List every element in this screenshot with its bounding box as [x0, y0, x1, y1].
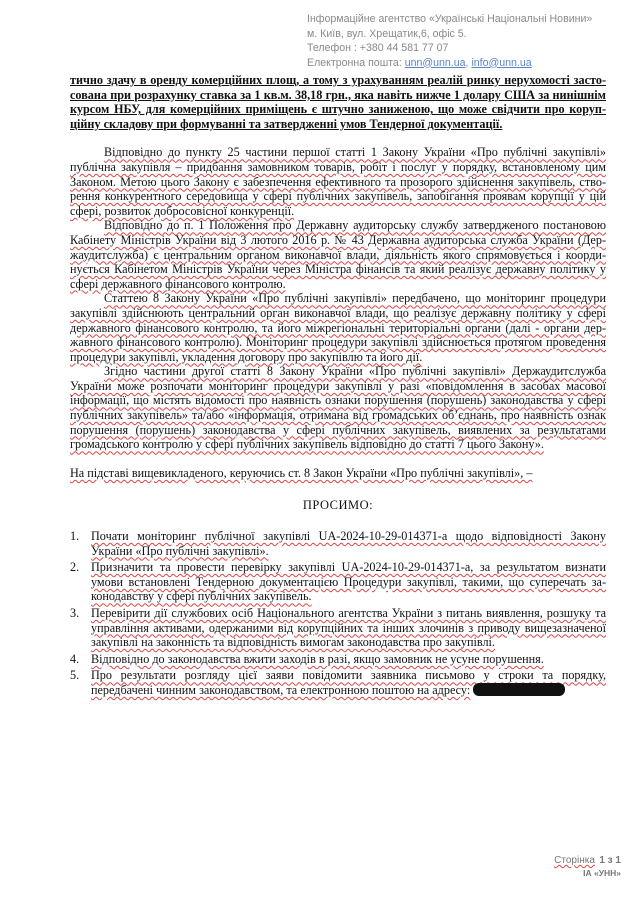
email-label: Електронна пошта: [307, 56, 405, 69]
request-heading: ПРОСИМО: [302, 498, 374, 513]
request-item [70, 560, 606, 604]
email-link-info[interactable]: info@unn.ua [471, 56, 532, 69]
request-item [70, 651, 606, 667]
request-number: 3. [70, 606, 80, 620]
page-footer [554, 850, 621, 878]
redacted-email [473, 683, 565, 696]
request-text: Відповідно до законодавства вжити заходів в разі, якщо замовник не усуне порушення. [91, 651, 544, 666]
paragraph-law-definition: Відповідно до пункту 25 частини першої статті 1 Закону України «Про публічні закупівлі» публічна закупівля – придбання замовником товарів, робіт і послуг у порядку, встановленому цим Законом. Метою цього Закону є забезпечення ефективного та прозорого здійснення закупівель, створення конкурентного середовища у сфері публічних закупівель, запобігання проявам корупції у цій сфері, розвиток добросовісної конкуренції. [70, 145, 606, 218]
paragraph-article-8: Статтею 8 Закону України «Про публічні закупівлі» передбачено, що моніторинг процедури закупівлі здійснюють центральний орган виконавчої влади, що реалізує державну політику у сфері державного фінансового контролю, та його міжрегіональні територіальні органи (далі - органи державного фінансового контролю). Моніторинг процедури закупівлі здійснюється протягом проведення процедури закупівлі, укладення договору про закупівлю та його дії. [70, 291, 606, 364]
request-number: 1. [70, 529, 80, 544]
page-indicator [554, 850, 621, 868]
agency-email [307, 56, 623, 71]
request-text: Перевірити дії службових осіб Національного агентства України з питань виявлення, розшуку та управління активами, одержаними від корупційних та інших злочинів з приводу вищезазначеної закупівлі на законність та відповідність вимогам законодавства про закупівлі. [91, 606, 606, 650]
request-text: Про результати розгляду цієї заяви повідомити заявника письмово у строки та порядку, передбачені чинним законодавством, та електронною поштою на адресу: [91, 668, 606, 697]
request-list [70, 529, 606, 698]
request-item [70, 668, 606, 697]
email-separator: , [465, 56, 472, 69]
request-text: Призначити та провести перевірку закупівлі UA-2024-10-29-014371-a, за результатом визнати умови встановлені Тендерною документацією Процедури закупівлі, такими, що суперечать законодавству у сфері публічних закупівель. [91, 560, 606, 604]
request-item [70, 529, 606, 558]
intro-paragraph: тично здачу в оренду комерційних площ, а тому з урахуванням реалій ринку нерухомості застосована при розрахунку ставка за 1 кв.м. 38,18 грн., яка навіть нижче 1 долару США за нинішнім курсом НБУ, для комерційних приміщень є штучно заниженою, що може свідчити про корупційну складову при формуванні та затвердженні умов Тендерної документації. [70, 73, 606, 131]
basis-paragraph: На підставі вищевикладеного, керуючись ст. 8 Закон України «Про публічні закупівлі», – [70, 465, 533, 480]
document-body [70, 73, 606, 700]
page-label: Сторінка [554, 855, 595, 866]
paragraph-audit-service: Відповідно до п. 1 Положення про Державну аудиторську службу затвердженого постановою Кабінету Міністрів України від 3 лютого 2016 р. № 43 Державна аудиторська служба України (Держаудитслужба) є центральним органом виконавчої влади, діяльність якого спрямовується і координується Кабінетом Міністрів України через Міністра фінансів та який реалізує державну політику у сфері державного фінансового контролю. [70, 218, 606, 291]
agency-address: м. Київ, вул. Хрещатик,6, офіс 5. [307, 27, 467, 40]
agency-phone: Телефон : +380 44 581 77 07 [307, 42, 449, 54]
agency-name: Інформаційне агентство «Українські Національні Новини» [307, 13, 593, 25]
request-item [70, 606, 606, 650]
paragraph-monitoring-grounds: Згідно частини другої статті 8 Закону України «Про публічні закупівлі» Держаудитслужба України може розпочати моніторинг процедури закупівлі у разі «повідомлення в засобах масової інформації, що містять відомості про наявність ознаки порушення (порушень) законодавства у сфері публічних закупівель» та/або «інформація, отримана від громадських об’єднань, про наявність ознак порушення (порушень) законодавства у сфері публічних закупівель, виявлених за результатами громадського контролю у сфері публічних закупівель відповідно до статті 7 цього Закону». [70, 364, 606, 452]
request-number: 4. [70, 651, 80, 666]
paragraph-spacer [70, 131, 606, 145]
paragraph-spacer [70, 452, 606, 466]
request-number: 2. [70, 560, 80, 575]
email-link-unn[interactable]: unn@unn.ua [404, 56, 466, 69]
letterhead [307, 12, 623, 70]
request-text: Почати моніторинг публічної закупівлі UA-2024-10-29-014371-a щодо відповідності Закону України «Про публічні закупівлі». [91, 529, 606, 558]
page-number: 1 з 1 [599, 855, 621, 866]
request-number: 5. [70, 668, 80, 683]
footer-org: ІА «УНН» [583, 868, 621, 878]
